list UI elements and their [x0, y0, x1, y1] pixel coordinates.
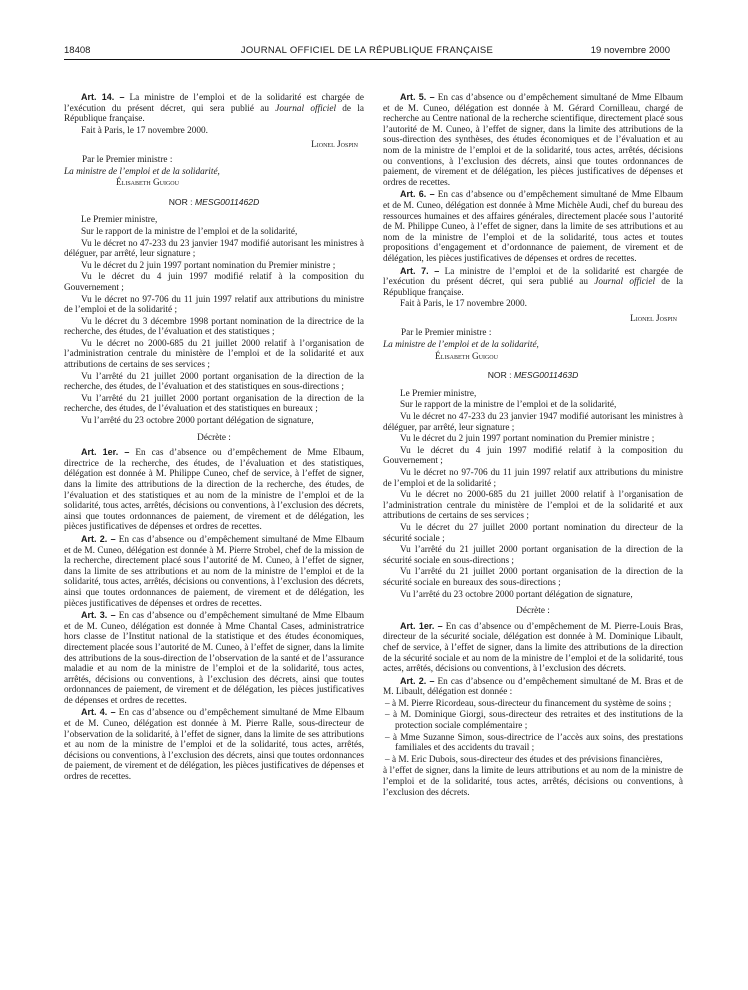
article-7: Art. 7. – La ministre de l’emploi et de la solidarité est chargée de l’exécution du présent décret, qui sera publié au Journal officiel de la République française.	[383, 265, 683, 298]
decrete-heading: Décrète :	[516, 606, 550, 617]
ministre-title: La ministre de l’emploi et de la solidarité,	[64, 166, 220, 177]
right-column	[383, 92, 683, 799]
visa: Sur le rapport de la ministre de l’emploi et de la solidarité,	[81, 226, 298, 237]
signature-pm: Lionel Jospin	[311, 140, 358, 151]
par-le-premier-ministre: Par le Premier ministre :	[401, 328, 492, 339]
article-14: Art. 14. – La ministre de l’emploi et de la solidarité est chargée de l’exécution du présent décret, qui sera publié au Journal officiel de la République française.	[64, 92, 364, 125]
visa: Vu l’arrêté du 23 octobre 2000 portant délégation de signature,	[81, 416, 314, 427]
visa: Vu le décret du 3 décembre 1998 portant nomination de la directrice de la recherche, des études, de l’évaluation et des statistiques ;	[64, 316, 364, 338]
article-label: Art. 2. –	[81, 533, 116, 544]
article-label: Art. 4. –	[81, 707, 116, 718]
article-label: Art. 2. –	[400, 675, 435, 686]
visa: Vu le décret no 2000-685 du 21 juillet 2000 relatif à l’organisation de l’administration centrale du ministère de l’emploi et de la solidarité et aux attributions de certains de ses services ;	[383, 490, 683, 522]
ministre-title: La ministre de l’emploi et de la solidarité,	[383, 340, 539, 351]
article-label: Art. 1er. –	[400, 620, 443, 631]
article-5: Art. 5. – En cas d’absence ou d’empêchement simultané de Mme Elbaum et de M. Cuneo, délégation est donnée à M. Gérard Cornilleau, chargé de recherche au Centre national de la recherche scientifique, directement placé sous l’autorité de M. Cuneo, à l’effet de signer, dans la limite des attributions de la sous-direction des synthèses, des études économiques et de l’évaluation et au nom de la ministre de l’emploi et de la solidarité, tous actes, arrêtés, décisions ou conventions, à l’exclusion des décrets, ainsi que toutes ordonnances de paiement, de virement et de délégation, les pièces justificatives de dépenses et ordres de recettes.	[383, 92, 684, 188]
article-label: Art. 6. –	[400, 189, 435, 200]
header-rule	[64, 59, 670, 60]
article-4: Art. 4. – En cas d’absence ou d’empêchement simultané de Mme Elbaum et de M. Cuneo, délégation est donnée à M. Pierre Ralle, sous-directeur de l’observation de la solidarité, à l’effet de signer, dans la limite de ses attributions et au nom de la ministre de l’emploi et de la solidarité, tous actes, arrêtés, décisions ou conventions, à l’exclusion des décrets, ainsi que toutes ordonnances de paiement, de virement et de délégation, les pièces justificatives de dépenses et ordres de recettes.	[64, 707, 365, 783]
nor-reference: NOR : MESG0011462D	[168, 196, 260, 207]
visas	[383, 389, 683, 600]
signature-ministre: Élisabeth Guigou	[435, 351, 498, 362]
article-3: Art. 3. – En cas d’absence ou d’empêchement simultané de Mme Elbaum et de M. Cuneo, délégation est donnée à Mme Chantal Cases, administratrice hors classe de l’Institut national de la statistique et des études économiques, directement placée sous l’autorité de M. Cuneo, à l’effet de signer, dans la limite des attributions de la sous-direction de l’observation de la santé et de l’assurance maladie et au nom de la ministre de l’emploi et de la solidarité, tous actes, arrêtés, décisions ou conventions, à l’exclusion des décrets, ainsi que toutes ordonnances de paiement, de virement et de délégation, les pièces justificatives de dépenses et ordres de recettes.	[64, 610, 365, 706]
visa: Vu l’arrêté du 21 juillet 2000 portant organisation de la direction de la sécurité sociale en bureaux des sous-directions ;	[383, 567, 683, 588]
visa: Vu l’arrêté du 21 juillet 2000 portant organisation de la direction de la recherche, des études, de l’évaluation et des statistiques en sous-directions ;	[64, 371, 364, 393]
article-1: Art. 1er. – En cas d’absence ou d’empêchement de Mme Elbaum, directrice de la recherche, des études, de l’évaluation et des statistiques, délégation est donnée à M. Philippe Cuneo, chef de service, à l’effet de signer, dans la limite des attributions de la direction de la recherche, des études, de l’évaluation et des statistiques et au nom de la ministre de l’emploi et de la solidarité, tous actes, arrêtés, décisions ou conventions, à l’exclusion des décrets, ainsi que toutes ordonnances de paiement, de virement et de délégation, les pièces justificatives de dépenses et ordres de recettes.	[64, 447, 364, 533]
article-6: Art. 6. – En cas d’absence ou d’empêchement simultané de Mme Elbaum et de M. Cuneo, délégation est donnée à Mme Michèle Audi, chef du bureau des ressources humaines et des affaires générales, directement placée sous l’autorité de M. Philippe Cuneo, à l’effet de signer, dans la limite de ses attributions et au nom de la ministre de l’emploi et de la solidarité, tous actes et toutes propositions d’engagement et d’ordonnance de paiement, de virement et de délégation, les pièces justificatives de dépenses et ordres de recettes.	[383, 189, 684, 264]
visa: Vu le décret no 97-706 du 11 juin 1997 relatif aux attributions du ministre de l’emploi et de la solidarité ;	[64, 294, 364, 316]
decrete-heading: Décrète :	[197, 432, 231, 443]
delegation-item: – à M. Pierre Ricordeau, sous-directeur du financement du système de soins ;	[385, 698, 672, 709]
visa: Vu le décret no 47-233 du 23 janvier 1947 modifié autorisant les ministres à déléguer, par arrêté, leur signature ;	[64, 238, 364, 260]
par-le-premier-ministre: Par le Premier ministre :	[82, 154, 173, 165]
visas	[64, 215, 364, 426]
visa: Vu l’arrêté du 21 juillet 2000 portant organisation de la direction de la recherche, des études, de l’évaluation et des statistiques en bureaux ;	[64, 393, 364, 415]
article-label: Art. 1er. –	[81, 447, 130, 458]
visa: Vu le décret no 97-706 du 11 juin 1997 relatif aux attributions du ministre de l’emploi et de la solidarité ;	[383, 468, 683, 489]
nor-reference: NOR : MESG0011463D	[487, 370, 579, 381]
visa: Vu le décret du 27 juillet 2000 portant nomination du directeur de la sécurité sociale ;	[383, 522, 683, 544]
article-label: Art. 3. –	[81, 610, 116, 621]
visa: Le Premier ministre,	[81, 215, 158, 226]
visa: Vu le décret du 4 juin 1997 modifié relatif à la composition du Gouvernement ;	[64, 272, 364, 293]
delegation-item: – à Mme Suzanne Simon, sous-directrice de l’accès aux soins, des prestations familiales et des accidents du travail ;	[385, 732, 683, 754]
visa: Vu l’arrêté du 21 juillet 2000 portant organisation de la direction de la sécurité sociale en sous-directions ;	[383, 545, 683, 566]
visa: Vu le décret du 4 juin 1997 modifié relatif à la composition du Gouvernement ;	[383, 445, 683, 467]
visa: Vu le décret du 2 juin 1997 portant nomination du Premier ministre ;	[81, 260, 336, 271]
article-2: Art. 2. – En cas d’absence ou d’empêchement simultané de Mme Elbaum et de M. Cuneo, délégation est donnée à M. Pierre Strobel, chef de la mission de la recherche, directement placé sous l’autorité de M. Cuneo, à l’effet de signer, dans la limite de ses attributions et au nom de la ministre de l’emploi et de la solidarité, tous actes, arrêtés, décisions ou conventions, à l’exclusion des décrets, ainsi que toutes ordonnances de paiement, de virement et de délégation, les pièces justificatives de dépenses et ordres de recettes.	[64, 533, 365, 609]
article-label: Art. 7. –	[400, 265, 440, 276]
journal-title: JOURNAL OFFICIEL DE LA RÉPUBLIQUE FRANÇAISE	[240, 45, 494, 56]
signature-ministre: Élisabeth Guigou	[116, 178, 179, 189]
visa: Le Premier ministre,	[400, 388, 477, 399]
page-number: 18408	[64, 45, 91, 56]
page-header	[64, 42, 670, 58]
delegation-item: – à M. Eric Dubois, sous-directeur des études et des prévisions financières,	[385, 754, 663, 765]
fait-a-paris: Fait à Paris, le 17 novembre 2000.	[400, 299, 527, 310]
visa: Vu le décret no 2000-685 du 21 juillet 2000 relatif à l’organisation de l’administration centrale du ministère de l’emploi et de la solidarité et aux attributions de certains de ses services ;	[64, 338, 364, 371]
closing-paragraph: à l’effet de signer, dans la limite de leurs attributions et au nom de la ministre de l’emploi et de la solidarité, tous actes, arrêtés, décisions ou conventions, à l’exclusion des décrets.	[383, 766, 683, 798]
delegation-item: – à M. Dominique Giorgi, sous-directeur des retraites et des institutions de la protection sociale complémentaire ;	[385, 710, 683, 732]
issue-date: 19 novembre 2000	[590, 45, 670, 56]
article-1: Art. 1er. – En cas d’absence ou d’empêchement de M. Pierre-Louis Bras, directeur de la sécurité sociale, délégation est donnée à M. Dominique Libault, chef de service, à l’effet de signer, dans la limite des attributions de la direction de la sécurité sociale et au nom de la ministre de l’emploi et de la solidarité, tous actes, arrêtés, décisions ou conventions, à l’exclusion des décrets.	[383, 620, 684, 675]
left-column	[64, 92, 364, 784]
article-2: Art. 2. – En cas d’absence ou d’empêchement simultané de M. Bras et de M. Libault, délégation est donnée :	[383, 675, 683, 698]
article-label: Art. 14. –	[81, 92, 125, 102]
visa: Vu le décret no 47-233 du 23 janvier 1947 modifié autorisant les ministres à déléguer, par arrêté, leur signature ;	[383, 412, 683, 433]
visa: Sur le rapport de la ministre de l’emploi et de la solidarité,	[400, 400, 617, 411]
article-label: Art. 5. –	[400, 92, 435, 102]
fait-a-paris: Fait à Paris, le 17 novembre 2000.	[81, 125, 208, 136]
visa: Vu l’arrêté du 23 octobre 2000 portant délégation de signature,	[400, 589, 633, 600]
visa: Vu le décret du 2 juin 1997 portant nomination du Premier ministre ;	[400, 434, 655, 445]
signature-pm: Lionel Jospin	[630, 313, 677, 324]
